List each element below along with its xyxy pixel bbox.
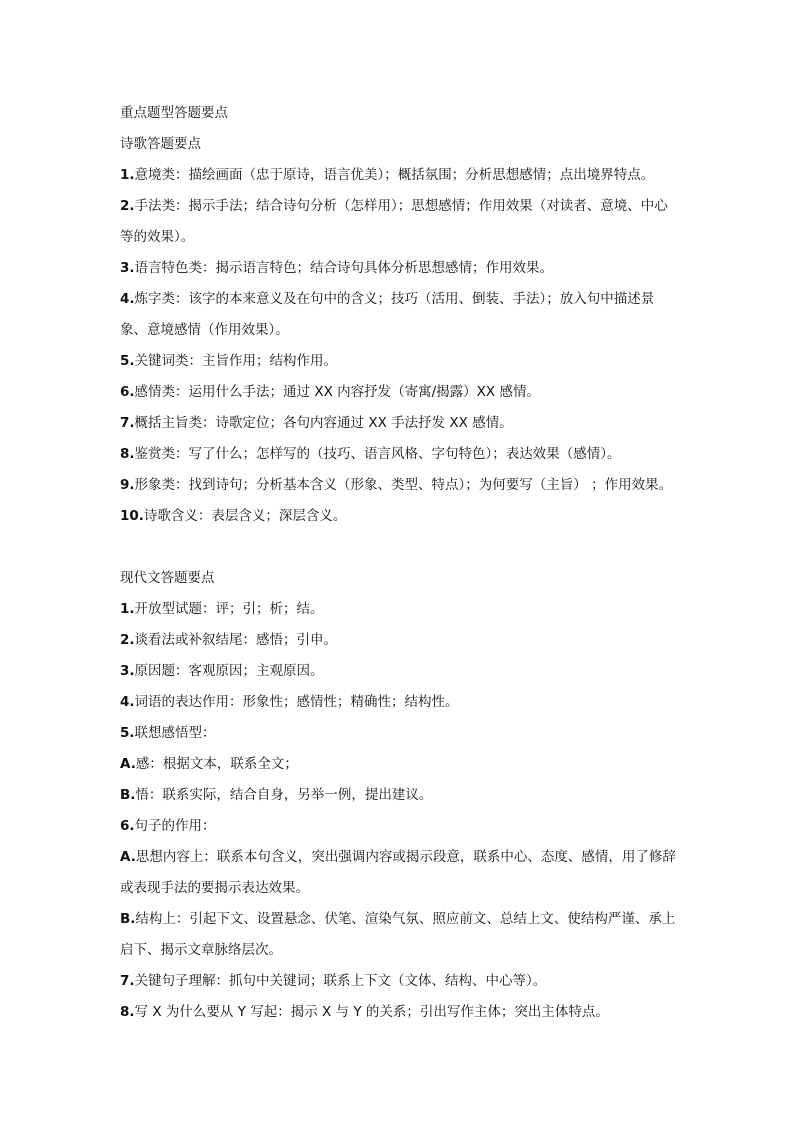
poetry-section-heading: 诗歌答题要点 <box>120 136 201 152</box>
poetry-list <box>120 160 680 532</box>
modern-section-heading: 现代文答题要点 <box>120 570 215 586</box>
list-item <box>120 625 680 656</box>
item-number: B. <box>120 911 136 927</box>
item-number: 1. <box>120 167 135 183</box>
item-text: 感情类：运用什么手法；通过 XX 内容抒发（寄寓/揭露）XX 感情。 <box>134 384 540 400</box>
list-item <box>120 408 680 439</box>
item-text: 手法类：揭示手法；结合诗句分析（怎样用）；思想感情；作用效果（对读者、意境、中心等的效果）。 <box>120 198 668 245</box>
item-text: 鉴赏类：写了什么；怎样写的（技巧、语言风格、字句特色）；表达效果（感情）。 <box>134 446 621 462</box>
list-item <box>120 191 680 253</box>
item-text: 词语的表达作用：形象性；感情性；精确性；结构性。 <box>134 694 459 710</box>
item-text: 诗歌含义：表层含义；深层含义。 <box>143 508 347 524</box>
item-text: 关键词类：主旨作用；结构作用。 <box>134 353 338 369</box>
item-number: 5. <box>120 725 135 741</box>
item-number: 3. <box>120 260 135 276</box>
item-text: 联想感悟型： <box>134 725 216 741</box>
list-item <box>120 284 680 346</box>
item-number: 1. <box>120 601 135 617</box>
list-item <box>120 160 680 191</box>
item-number: 6. <box>120 818 135 834</box>
list-item <box>120 966 680 997</box>
item-text: 关键句子理解：抓句中关键词；联系上下文（文体、结构、中心等）。 <box>134 973 547 989</box>
item-number: 4. <box>120 694 135 710</box>
item-text: 概括主旨类：诗歌定位；各句内容通过 XX 手法抒发 XX 感情。 <box>134 415 513 431</box>
item-number: 2. <box>120 632 135 648</box>
item-number: 10. <box>120 508 144 524</box>
item-text: 感：根据文本，联系全文； <box>135 756 298 772</box>
item-number: 5. <box>120 353 135 369</box>
list-item <box>120 780 680 811</box>
item-number: A. <box>120 756 136 772</box>
item-text: 语言特色类：揭示语言特色；结合诗句具体分析思想感情；作用效果。 <box>134 260 554 276</box>
item-number: 7. <box>120 973 135 989</box>
list-item <box>120 470 680 501</box>
list-item <box>120 811 680 842</box>
list-item <box>120 656 680 687</box>
list-item <box>120 501 680 532</box>
item-number: 8. <box>120 446 135 462</box>
list-item <box>120 842 680 904</box>
list-item <box>120 687 680 718</box>
item-number: 8. <box>120 1004 135 1020</box>
list-item <box>120 718 680 749</box>
item-text: 句子的作用： <box>134 818 216 834</box>
document-title: 重点题型答题要点 <box>120 105 228 121</box>
list-item <box>120 377 680 408</box>
item-text: 原因题：客观原因；主观原因。 <box>134 663 324 679</box>
item-number: 4. <box>120 291 135 307</box>
item-text: 悟：联系实际，结合自身，另举一例，提出建议。 <box>135 787 433 803</box>
section-spacer <box>120 532 680 563</box>
item-number: 9. <box>120 477 135 493</box>
item-text: 形象类：找到诗句；分析基本含义（形象、类型、特点）；为何要写（主旨） ；作用效果。 <box>134 477 673 493</box>
item-text: 炼字类：该字的本来意义及在句中的含义；技巧（活用、倒装、手法）；放入句中描述景象、意境感情（作用效果）。 <box>120 291 655 338</box>
list-item <box>120 997 680 1028</box>
item-text: 写 X 为什么要从 Y 写起：揭示 X 与 Y 的关系；引出写作主体；突出主体特点。 <box>134 1004 609 1020</box>
item-text: 结构上：引起下文、设置悬念、伏笔、渲染气氛、照应前文、总结上文、使结构严谨、承上启下、揭示文章脉络层次。 <box>120 911 676 958</box>
item-text: 意境类：描绘画面（忠于原诗，语言优美）；概括氛围；分析思想感情；点出境界特点。 <box>134 167 655 183</box>
item-number: 7. <box>120 415 135 431</box>
list-item <box>120 749 680 780</box>
list-item <box>120 594 680 625</box>
list-item <box>120 346 680 377</box>
list-item <box>120 253 680 284</box>
modern-list <box>120 594 680 1028</box>
item-text: 谈看法或补叙结尾：感悟；引申。 <box>134 632 338 648</box>
item-number: 6. <box>120 384 135 400</box>
item-number: 2. <box>120 198 135 214</box>
document-page <box>120 98 680 1028</box>
item-text: 开放型试题：评；引；析；结。 <box>134 601 324 617</box>
item-number: A. <box>120 849 136 865</box>
item-number: 3. <box>120 663 135 679</box>
item-text: 思想内容上：联系本句含义，突出强调内容或揭示段意，联系中心、态度、感情，用了修辞或表现手法的要揭示表达效果。 <box>120 849 676 896</box>
list-item <box>120 904 680 966</box>
item-number: B. <box>120 787 136 803</box>
list-item <box>120 439 680 470</box>
